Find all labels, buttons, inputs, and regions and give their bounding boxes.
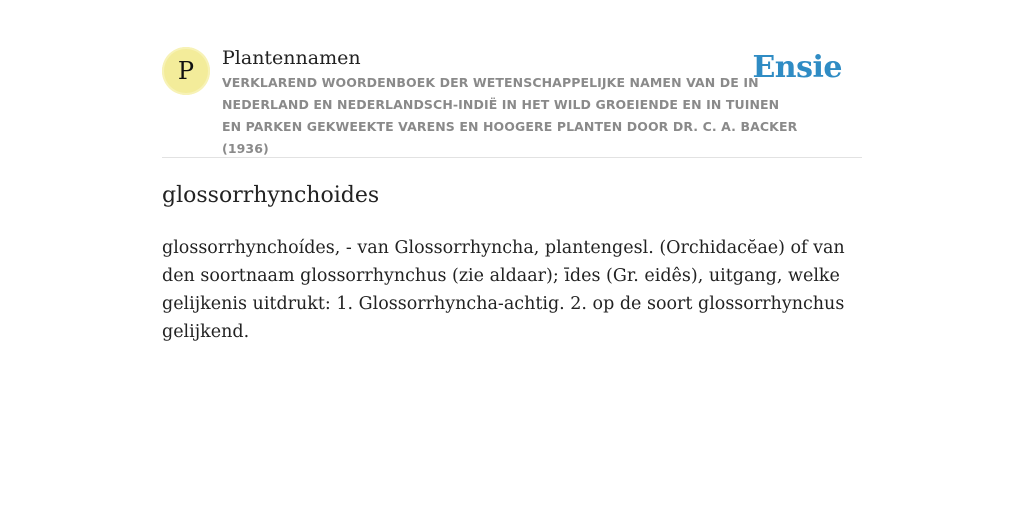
entry-title: glossorrhynchoides: [162, 183, 380, 208]
source-title[interactable]: Plantennamen: [222, 47, 361, 69]
source-header: [162, 44, 862, 158]
entry-body: glossorrhynchoídes, - van Glossorrhyncha, plantengesl. (Orchidacĕae) of van den soortnaam glossorrhynchus (zie aldaar); īdes (Gr. eidês), uitgang, welke gelijkenis uitdrukt: 1. Glossorrhyncha-achtig. 2. op de soort glossorrhynchus gelijkend.: [162, 238, 845, 342]
source-description: VERKLAREND WOORDENBOEK DER WETENSCHAPPELIJKE NAMEN VAN DE IN NEDERLAND EN NEDERLANDSCH-INDIË IN HET WILD GROEIENDE EN IN TUINEN EN PARKEN GEKWEEKTE VARENS EN HOOGERE PLANTEN DOOR DR. C. A. BACKER (1936): [222, 75, 798, 156]
source-avatar[interactable]: P: [162, 47, 210, 95]
ensie-logo[interactable]: Ensie: [752, 50, 842, 85]
